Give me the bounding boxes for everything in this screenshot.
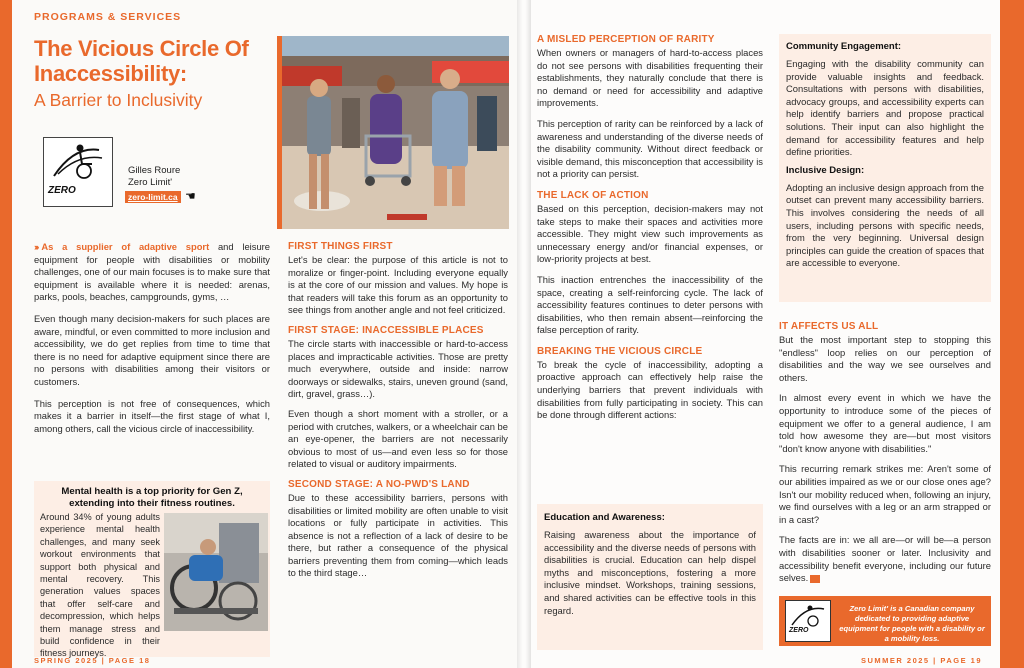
lack-action-text-2: This inaction entrenches the inaccessibility of the space, creating a self-reinforcing cycle. The lack of accessibility features continues to deter persons with disabilities, who then remain absent—reinforcing the false perception of rarity. <box>537 273 763 336</box>
community-title: Community Engagement: <box>786 41 902 52</box>
education-text: Raising awareness about the importance of accessibility and the diverse needs of persons with disabilities is crucial. Education can help dispel myths and misconceptions, fostering a more inclusive mindset. Workshops, training sessions, and shared activities can be effective tools in this regard. <box>544 529 756 616</box>
zero-limit-logo <box>43 137 113 207</box>
intro-text: and leisure equipment for people with disabilities or mobility challenges, one of our main focuses is to make sure that equipment is available where it is needed: arenas, parks, pools, beaches, campgrounds, gyms, … <box>34 241 270 303</box>
article-subtitle: A Barrier to Inclusivity <box>34 90 203 110</box>
company-logo <box>785 600 831 642</box>
left-page <box>12 0 517 668</box>
misled-section <box>537 34 763 181</box>
mental-health-text: Around 34% of young adults experience mental health challenges, and many seek workout environments that support both physical and mental recovery. This generation values spaces that offer self-care and decompression, which helps them manage stress and build confidence in their fitness journeys. <box>40 512 160 659</box>
lack-action-text-1: Based on this perception, decision-makers may not take steps to make their spaces and activities more accessible. They might view such improvements as unnecessary energy and/or financial expenses, or low-priority projects at best. <box>537 202 763 265</box>
affects-text-4 <box>779 534 991 584</box>
right-page-right-column <box>779 321 991 593</box>
gym-photo <box>164 513 268 631</box>
first-stage-text-2: Even though a short moment with a stroller, or a period with crutches, walkers, or a wheelchair can be an eye-opener, the barriers are not necessarily obvious to most of us—and even less so for those related to visual or auditory impairments. <box>288 407 508 470</box>
right-page <box>517 0 1000 668</box>
wheelchair-logo-icon <box>44 138 111 183</box>
second-stage-text: Due to these accessibility barriers, persons with disabilities or limited mobility are often unable to visit locations or fully participate in activities. This absence is not a reflection of a lack of desire to be there, but rather a consequence of the physical barriers preventing them from coming—which leads to the third stage… <box>288 491 508 579</box>
breaking-text: To break the cycle of inaccessibility, adopting a proactive approach can effectively help raise the underlying barriers that prevent individuals with disabilities from fully participating in society. This can be done through different actions: <box>537 358 763 421</box>
magazine-spread <box>12 0 1000 668</box>
breaking-section <box>537 346 763 422</box>
lack-action-section <box>537 190 763 337</box>
first-stage-section <box>288 325 508 471</box>
misled-text-2: This perception of rarity can be reinforced by a lack of awareness and understanding of the diverse needs of the disability community. Without direct feedback or visible demand, this misconception that accessibility is not a priority can persist. <box>537 117 763 180</box>
intro-lead: As a supplier of adaptive sport <box>41 241 210 252</box>
end-mark-icon <box>810 575 820 583</box>
logo-text: ZERO <box>48 185 76 196</box>
lack-action-heading: THE LACK OF ACTION <box>537 189 649 201</box>
second-stage-section <box>288 479 508 580</box>
chevron-right-icon: ››› <box>34 241 38 252</box>
breaking-heading: BREAKING THE VICIOUS CIRCLE <box>537 345 703 357</box>
article-title: The Vicious Circle Of Inaccessibility: <box>34 36 249 86</box>
first-stage-heading: FIRST STAGE: INACCESSIBLE PLACES <box>288 324 484 336</box>
mental-health-box <box>34 481 270 657</box>
author-box <box>43 137 215 209</box>
left-page-right-column <box>288 241 508 588</box>
author-name-block <box>128 165 180 188</box>
author-company: Zero Limit' <box>128 176 173 188</box>
community-text: Engaging with the disability community can provide valuable insights and feedback. Consultations with persons with disabilities, advocacy groups, and accessibility experts can help identify barriers and propose practical solutions. Their input can also highlight the demand for accessibility features and help define priorities. <box>786 58 984 158</box>
inclusive-design-text: Adopting an inclusive design approach from the outset can prevent many accessibility barriers. This involves considering the needs of all users, including persons with specific needs, from the very beginning. Universal design principles can guide the creation of spaces that are accessible to everyone. <box>786 181 984 269</box>
first-stage-text-1: The circle starts with inaccessible or hard-to-access places and impracticable activities. Those are pretty much everywhere, outside and inside: narrow doorways or sidewalks, stairs, uneven ground (sand, dirt, gravel, grass…). <box>288 337 508 400</box>
right-page-left-column <box>537 34 763 431</box>
first-things-heading: FIRST THINGS FIRST <box>288 241 393 252</box>
first-things-text: Let's be clear: the purpose of this article is not to moralize or finger-point. Including everyone equally is at the core of our mission and values. My hope is that readers will take this forum as an opportunity to see things from another angle and not feel criticized. <box>288 254 508 316</box>
education-box <box>537 504 763 650</box>
affects-text-4-content: The facts are in: we all are—or will be—a person with disabilities sooner or later. Inclusivity and accessibility benefit everyone, including our future selves. <box>779 534 991 584</box>
website-link[interactable]: zero-limit.ca <box>125 191 181 203</box>
affects-text-2: In almost every event in which we have the opportunity to introduce some of the pieces of equipment we offer to a general audience, I am told how awesome they are—but most visitors "don't know anyone with disabilities." <box>779 392 991 454</box>
misled-heading: A MISLED PERCEPTION OF RARITY <box>537 34 715 45</box>
education-title: Education and Awareness: <box>544 512 665 523</box>
company-logo-text: ZERO <box>789 627 809 634</box>
page-footer-right: SUMMER 2025 | PAGE 19 <box>861 656 982 665</box>
affects-text-1: But the most important step to stopping this "endless" loop relies on our perception of disabilities and the way we see ourselves and others. <box>779 334 991 383</box>
pointing-hand-icon: ☚ <box>185 189 196 203</box>
intro-paragraph-3: This perception is not free of consequences, which makes it a barrier in itself—the first stage of what I, among others, call the vicious circle of inaccessibility. <box>34 397 270 434</box>
intro-paragraph-1 <box>34 241 270 304</box>
author-name: Gilles Roure <box>128 165 181 176</box>
mental-health-title: Mental health is a top priority for Gen Z, extending into their fitness routines. <box>61 486 243 509</box>
affects-heading: IT AFFECTS US ALL <box>779 321 879 332</box>
section-label: PROGRAMS & SERVICES <box>34 11 182 23</box>
inclusive-design-title: Inclusive Design: <box>786 164 865 176</box>
company-box <box>779 596 991 646</box>
second-stage-heading: SECOND STAGE: A NO-PWD'S LAND <box>288 478 470 490</box>
affects-text-3: This recurring remark strikes me: Aren't some of our abilities impaired as we or our close ones age? Isn't our mobility reduced when, following an injury, we find ourselves with a leg or an arm strapped or in a cast? <box>779 463 991 525</box>
page-footer-left: SPRING 2025 | PAGE 18 <box>34 656 151 665</box>
company-description: Zero Limit' is a Canadian company dedicated to providing adaptive equipment for people with a disability or a mobility loss. <box>839 604 985 643</box>
beach-photo <box>277 36 509 229</box>
misled-text-1: When owners or managers of hard-to-access places do not see persons with disabilities frequenting their establishments, they naturally conclude that there is no demand or need for accessibility and adaptive improvements. <box>537 47 763 109</box>
wheelchair-logo-icon <box>786 601 830 629</box>
intro-column <box>34 241 270 444</box>
first-things-section <box>288 241 508 317</box>
intro-paragraph-2: Even though many decision-makers for such places are aware, mindful, or even committed to more inclusion and accessibility, we do get replies from time to time that there is no need for adaptive equipment since there are no persons with disabilities among their visitors or customers. <box>34 312 270 387</box>
community-box <box>779 34 991 302</box>
